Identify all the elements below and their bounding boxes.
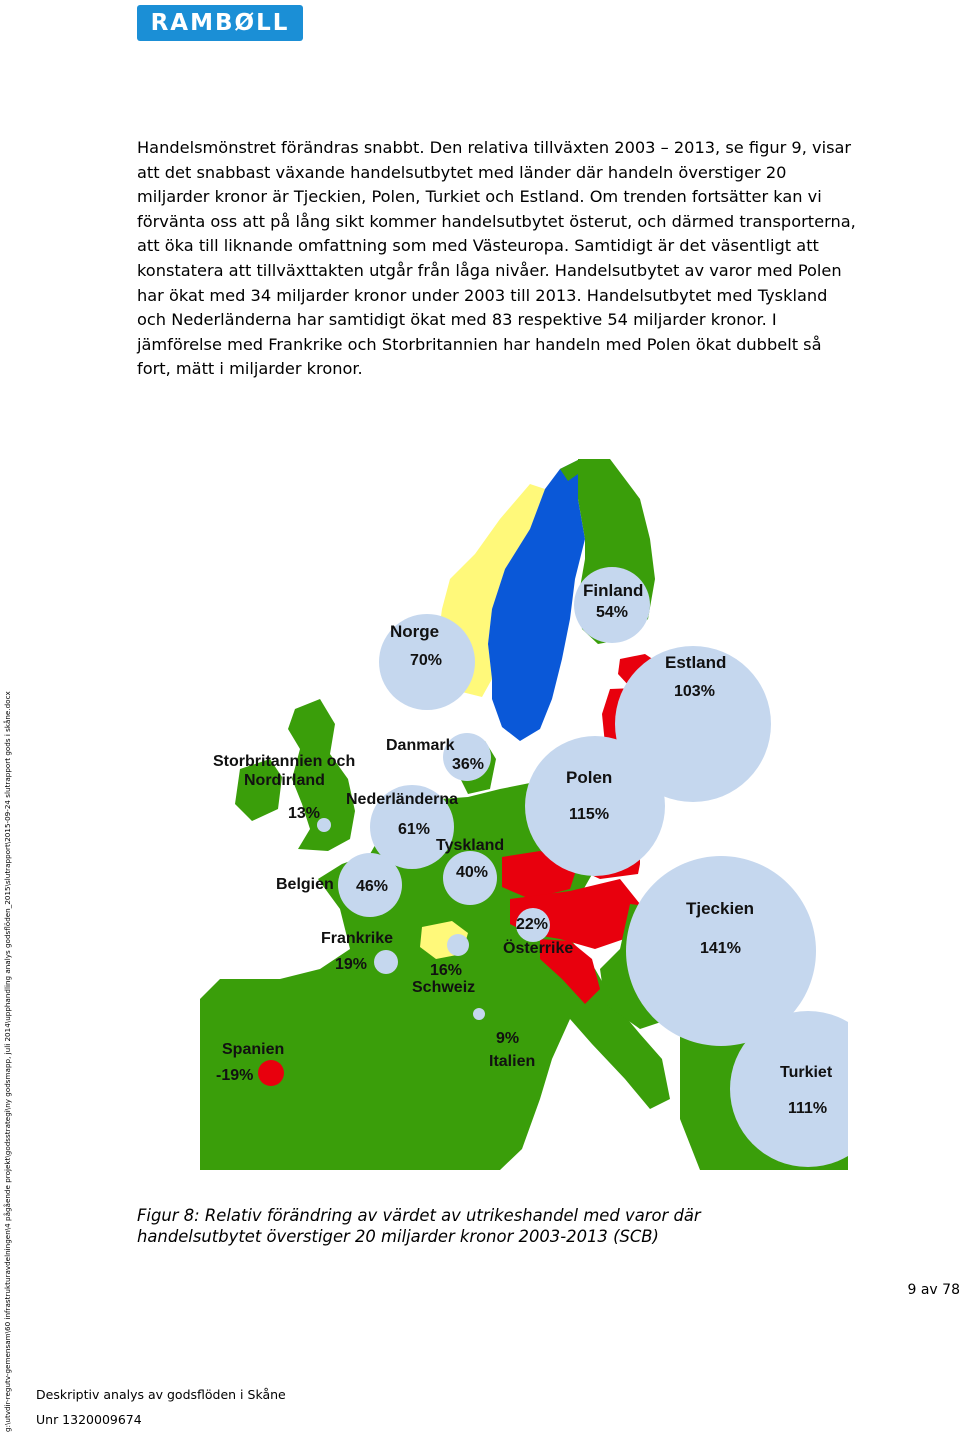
label-finland-name: Finland <box>583 581 644 600</box>
label-switzerland-name: Schweiz <box>412 979 476 996</box>
label-austria-value: 22% <box>516 916 549 933</box>
label-switzerland-value: 16% <box>430 962 463 979</box>
bubble-france <box>374 950 398 974</box>
label-france-name: Frankrike <box>321 930 394 947</box>
label-italy-name: Italien <box>489 1053 536 1070</box>
label-poland-name: Polen <box>566 768 613 787</box>
page-number: 9 av 78 <box>907 1282 960 1298</box>
label-poland-value: 115% <box>569 806 610 823</box>
label-czech-name: Tjeckien <box>686 899 755 918</box>
bubble-switzerland <box>447 934 469 956</box>
file-path: g:\utvdir-regutv-gemensam\60 infrastrukturavdelningen\4 pågående projekt\godsstrategi\ny godsmapp, juli 2014\upphandling analys godsflöden_2015\slutrapport\2015-09-24 slutrapport gods i skåne.docx <box>3 691 12 1432</box>
label-uk-line2: Nordirland <box>244 772 325 789</box>
caption-line-2: handelsutbytet överstiger 20 miljarder kronor 2003-2013 (SCB) <box>137 1227 659 1246</box>
label-austria-name: Österrike <box>503 940 574 957</box>
label-norway-name: Norge <box>390 622 440 641</box>
label-finland-value: 54% <box>596 604 629 621</box>
label-spain-name: Spanien <box>222 1041 285 1058</box>
logo-text: RAMBØLL <box>150 10 290 36</box>
label-uk-line1: Storbritannien och <box>213 753 356 770</box>
label-denmark-value: 36% <box>452 756 485 773</box>
label-uk-value: 13% <box>288 805 321 822</box>
label-denmark-name: Danmark <box>386 737 455 754</box>
label-turkey-name: Turkiet <box>780 1064 833 1081</box>
label-turkey-value: 111% <box>788 1100 828 1117</box>
bubble-italy <box>473 1008 485 1020</box>
label-belgium-name: Belgien <box>276 876 334 893</box>
footer-document-title: Deskriptiv analys av godsflöden i Skåne <box>36 1387 286 1402</box>
label-netherlands-value: 61% <box>398 821 431 838</box>
label-italy-value: 9% <box>496 1030 520 1047</box>
body-paragraph: Handelsmönstret förändras snabbt. Den relativa tillväxten 2003 – 2013, se figur 9, visar att det snabbast växande handelsutbytet med länder där handeln överstiger 20 miljarder kronor är Tjeckien, Polen, Turkiet och Estland. Om trenden fortsätter kan vi förvänta oss att på lång sikt kommer handelsutbytet österut, och därmed transporterna, att öka till liknande omfattning som med Västeuropa. Samtidigt är det väsentligt att konstatera att tillväxttakten utgår från låga nivåer. Handelsutbytet av varor med Polen har ökat med 34 miljarder kronor under 2003 till 2013. Handelsutbytet med Tyskland och Nederländerna har samtidigt ökat med 83 respektive 54 miljarder kronor. I jämförelse med Frankrike och Storbritannien har handeln med Polen ökat dubbelt så fort, mätt i miljarder kronor. <box>137 138 856 379</box>
label-czech-value: 141% <box>700 940 741 957</box>
europe-trade-map <box>200 459 848 1170</box>
label-spain-value: -19% <box>216 1067 254 1084</box>
label-belgium-value: 46% <box>356 878 389 895</box>
label-estonia-value: 103% <box>674 683 715 700</box>
label-netherlands-name: Nederländerna <box>346 791 459 808</box>
label-germany-name: Tyskland <box>436 837 505 854</box>
ramboll-logo <box>137 5 303 41</box>
label-france-value: 19% <box>335 956 368 973</box>
caption-line-1: Figur 8: Relativ förändring av värdet av utrikeshandel med varor där <box>137 1206 701 1225</box>
label-norway-value: 70% <box>410 652 443 669</box>
label-estonia-name: Estland <box>665 653 727 672</box>
spain-decline-dot <box>258 1060 284 1086</box>
figure-caption <box>137 1205 837 1247</box>
map-svg <box>200 459 848 1170</box>
label-germany-value: 40% <box>456 864 489 881</box>
footer-unr: Unr 1320009674 <box>36 1412 142 1427</box>
